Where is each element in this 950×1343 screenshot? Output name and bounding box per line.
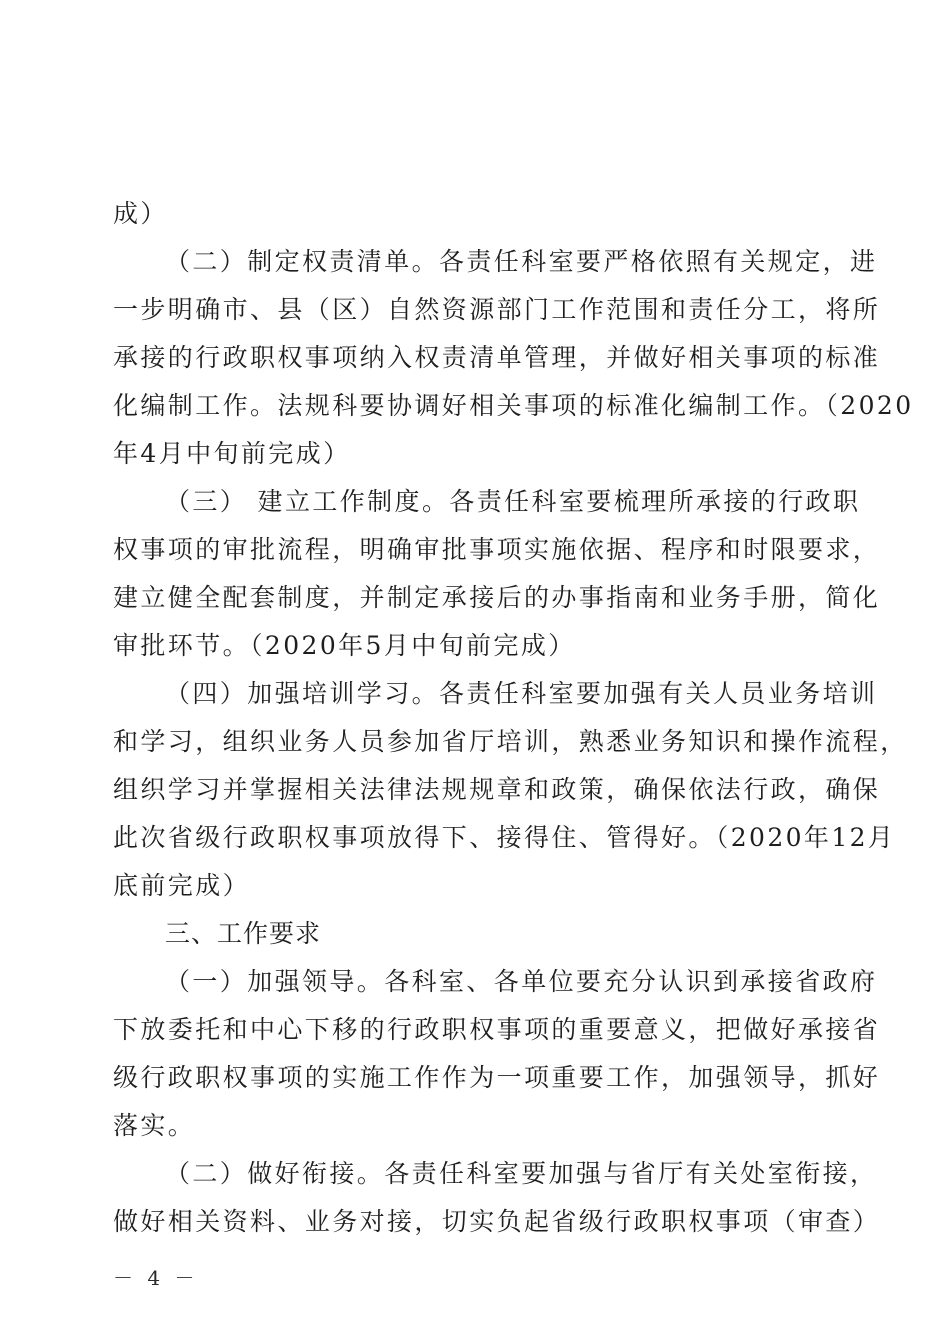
text-line: （二）制定权责清单。各责任科室要严格依照有关规定，进: [165, 247, 878, 276]
text-line: 下放委托和中心下移的行政职权事项的重要意义，把做好承接省: [113, 1015, 881, 1044]
text-line: 此次省级行政职权事项放得下、接得住、管得好。（2020年12月: [113, 823, 896, 852]
text-line: （二）做好衔接。各责任科室要加强与省厅有关处室衔接，: [165, 1159, 878, 1188]
text-line: 承接的行政职权事项纳入权责清单管理，并做好相关事项的标准: [113, 343, 881, 372]
text-line: 一步明确市、县（区）自然资源部门工作范围和责任分工，将所: [113, 295, 881, 324]
text-line: （四）加强培训学习。各责任科室要加强有关人员业务培训: [165, 679, 878, 708]
page-number: － 4 －: [113, 1266, 199, 1290]
document-body: [113, 190, 914, 1246]
text-line: 做好相关资料、业务对接，切实负起省级行政职权事项（审查）: [113, 1207, 881, 1236]
text-line: 级行政职权事项的实施工作作为一项重要工作，加强领导，抓好: [113, 1063, 881, 1092]
text-line: （一）加强领导。各科室、各单位要充分认识到承接省政府: [165, 967, 878, 996]
text-line: 落实。: [113, 1111, 196, 1140]
text-line: 底前完成）: [113, 871, 251, 900]
text-line: 年4月中旬前完成）: [113, 439, 351, 468]
text-line: 权事项的审批流程，明确审批事项实施依据、程序和时限要求，: [113, 535, 881, 564]
text-line: 审批环节。（2020年5月中旬前完成）: [113, 631, 576, 660]
text-line: 建立健全配套制度，并制定承接后的办事指南和业务手册，简化: [113, 583, 881, 612]
section-heading: 三、工作要求: [165, 919, 322, 948]
text-line: 化编制工作。法规科要协调好相关事项的标准化编制工作。（2020: [113, 391, 914, 420]
text-line: 组织学习并掌握相关法律法规规章和政策，确保依法行政，确保: [113, 775, 881, 804]
text-line: 和学习，组织业务人员参加省厅培训，熟悉业务知识和操作流程，: [113, 727, 908, 756]
text-line: （三） 建立工作制度。各责任科室要梳理所承接的行政职: [165, 487, 861, 516]
text-line: 成）: [113, 199, 168, 228]
